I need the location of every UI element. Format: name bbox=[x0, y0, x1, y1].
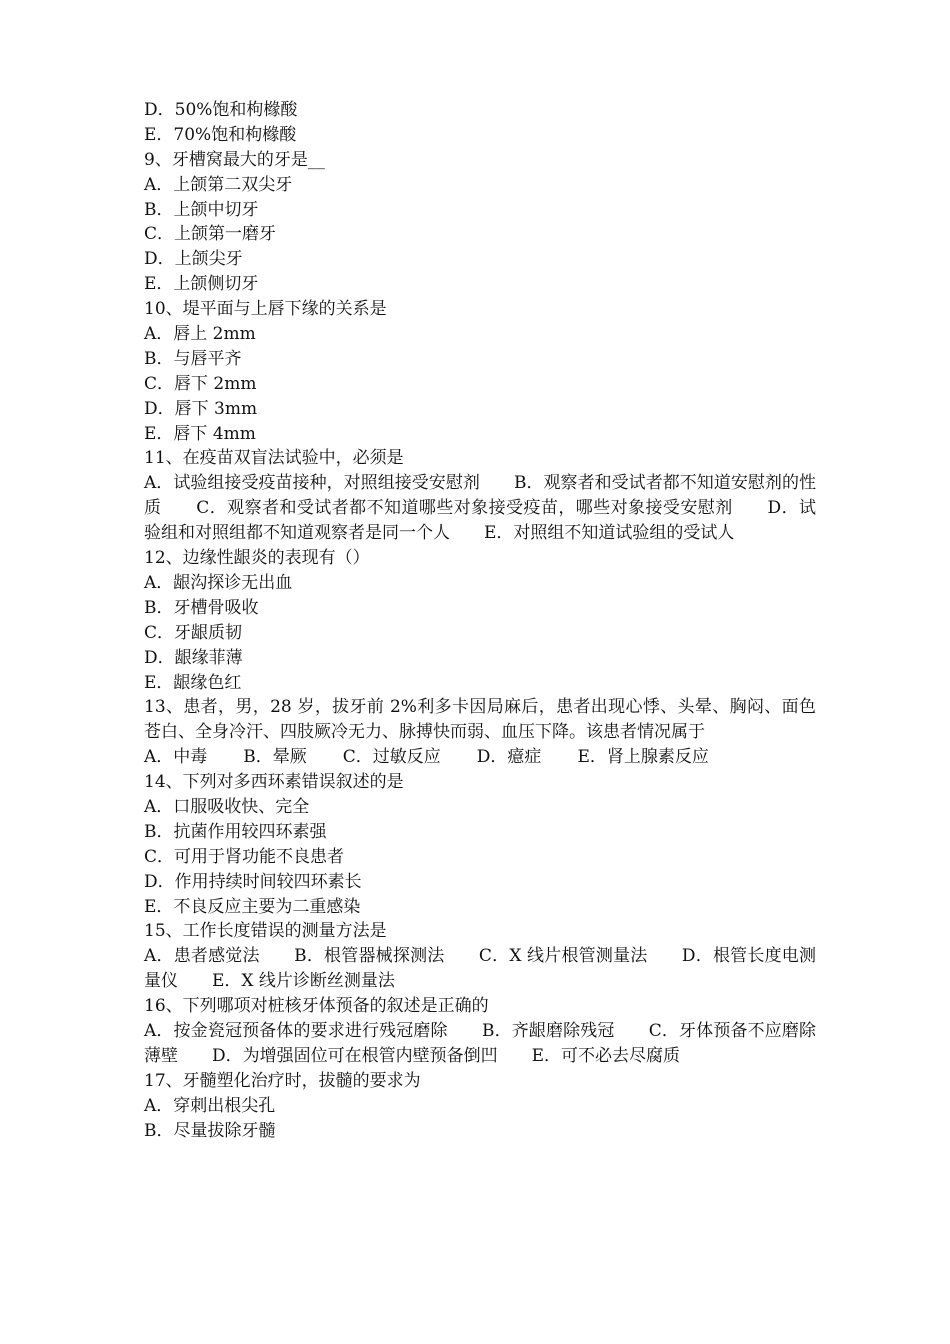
question-stem: 16、下列哪项对桩核牙体预备的叙述是正确的 bbox=[144, 996, 489, 1017]
option-line: E．不良反应主要为二重感染 bbox=[144, 896, 361, 917]
question-stem: 17、牙髓塑化治疗时，拔髓的要求为 bbox=[144, 1070, 421, 1091]
option-line: B．与唇平齐 bbox=[144, 348, 242, 369]
q16-options-paragraph: A．按金瓷冠预备体的要求进行残冠磨除 B．齐龈磨除残冠 C．牙体预备不应磨除薄壁 D．为增强固位可在根管内壁预备倒凹 E．可不必去尽腐质 bbox=[144, 1021, 816, 1066]
option-line: D．作用持续时间较四环素长 bbox=[144, 871, 362, 892]
option-line: D．50%饱和枸橼酸 bbox=[144, 100, 298, 120]
option-line: B．上颌中切牙 bbox=[144, 199, 259, 220]
option-item: E．肾上腺素反应 bbox=[577, 747, 709, 768]
option-item: A．中毒 bbox=[144, 747, 208, 768]
option-line: B．牙槽骨吸收 bbox=[144, 597, 259, 618]
q13-options-line bbox=[144, 745, 816, 770]
option-line: D．唇下 3mm bbox=[144, 398, 258, 419]
option-line: C．上颌第一磨牙 bbox=[144, 224, 277, 245]
option-line: B．尽量拔除牙髓 bbox=[144, 1120, 276, 1141]
question-stem: 13、患者，男，28 岁，拔牙前 2%利多卡因局麻后，患者出现心悸、头晕、胸闷、面色苍白、全身冷汗、四肢厥冷无力、脉搏快而弱、血压下降。该患者情况属于 bbox=[144, 697, 816, 743]
option-line: C．唇下 2mm bbox=[144, 373, 257, 394]
option-item: C．过敏反应 bbox=[342, 747, 441, 768]
document-body bbox=[144, 98, 816, 1144]
option-line: A．唇上 2mm bbox=[144, 324, 256, 345]
option-line: C．可用于肾功能不良患者 bbox=[144, 846, 345, 867]
option-line: C．牙龈质韧 bbox=[144, 622, 243, 643]
option-line: B．抗菌作用较四环素强 bbox=[144, 821, 327, 842]
question-stem: 12、边缘性龈炎的表现有（） bbox=[144, 548, 370, 569]
option-item: D．癔症 bbox=[476, 747, 542, 768]
option-line: A．口服吸收快、完全 bbox=[144, 797, 310, 818]
option-line: E．唇下 4mm bbox=[144, 423, 256, 444]
option-item: B．晕厥 bbox=[243, 747, 307, 768]
option-line: A．上颌第二双尖牙 bbox=[144, 174, 293, 195]
option-line: A．穿刺出根尖孔 bbox=[144, 1095, 276, 1116]
question-stem: 9、牙槽窝最大的牙是__ bbox=[144, 149, 325, 170]
option-line: E．70%饱和枸橼酸 bbox=[144, 124, 297, 145]
question-stem: 15、工作长度错误的测量方法是 bbox=[144, 921, 387, 942]
option-line: E．龈缘色红 bbox=[144, 672, 242, 693]
option-line: D．上颌尖牙 bbox=[144, 249, 243, 270]
option-line: E．上颌侧切牙 bbox=[144, 274, 259, 295]
q11-options-paragraph: A．试验组接受疫苗接种，对照组接受安慰剂 B．观察者和受试者都不知道安慰剂的性质 C．观察者和受试者都不知道哪些对象接受疫苗，哪些对象接受安慰剂 D．试验组和对照组都不知道观察者是同一个人 E．对照组不知道试验组的受试人 bbox=[144, 473, 816, 544]
question-stem: 14、下列对多西环素错误叙述的是 bbox=[144, 772, 404, 793]
option-line: D．龈缘菲薄 bbox=[144, 647, 243, 668]
question-stem: 10、堤平面与上唇下缘的关系是 bbox=[144, 299, 387, 320]
q15-options-paragraph: A．患者感觉法 B．根管器械探测法 C．X 线片根管测量法 D．根管长度电测量仪 E．X 线片诊断丝测量法 bbox=[144, 946, 816, 992]
question-stem: 11、在疫苗双盲法试验中，必须是 bbox=[144, 448, 404, 469]
option-line: A．龈沟探诊无出血 bbox=[144, 572, 293, 593]
